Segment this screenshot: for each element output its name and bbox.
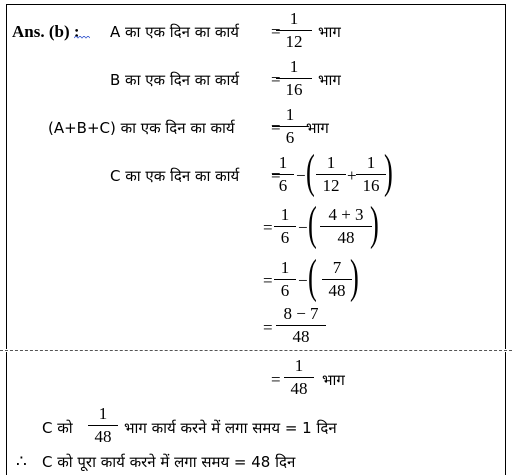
result-fraction: 1 48: [284, 357, 314, 398]
line4-fraction-a: 1 6: [272, 154, 294, 195]
fraction-denominator: 16: [285, 80, 303, 99]
step3-paren-open: (: [308, 250, 317, 303]
fraction-numerator: 1: [285, 105, 295, 124]
line2-fraction: [276, 58, 312, 99]
fraction-numerator: 1: [289, 9, 299, 28]
step4-eq: =: [263, 318, 273, 337]
step2-paren-open: (: [308, 197, 317, 250]
fraction-bar: [276, 30, 312, 31]
step3-paren-close: ): [350, 250, 359, 303]
c-line-fraction: 1 48: [88, 405, 118, 446]
step2-fraction-b: 4 + 3 48: [320, 206, 372, 247]
step3-fraction-b: 7 48: [322, 259, 352, 300]
line3-fraction: [272, 106, 308, 147]
line4-fraction-c: 1 16: [356, 154, 386, 195]
line3-text: (A+B+C) का एक दिन का कार्य: [48, 119, 235, 137]
step2-fraction-a: 1 6: [274, 206, 296, 247]
line2-text: B का एक दिन का कार्य: [110, 71, 240, 89]
line4-paren-close: ): [384, 145, 393, 198]
line1-eq: =: [271, 22, 281, 41]
line4-paren-open: (: [306, 145, 315, 198]
fraction-numerator: 1: [289, 57, 299, 76]
line3-eq: =: [271, 118, 281, 137]
line1-unit: भाग: [318, 23, 341, 41]
line4-text: C का एक दिन का कार्य: [110, 167, 240, 185]
line2-eq: =: [271, 70, 281, 89]
fraction-bar: [272, 126, 308, 127]
line2-unit: भाग: [318, 71, 341, 89]
final-line: C को पूरा कार्य करने में लगा समय = 48 दिन: [42, 453, 296, 471]
line3-unit: भाग: [306, 119, 329, 137]
answer-label: Ans. (b) :: [12, 22, 80, 41]
step2-minus: −: [298, 218, 308, 237]
line4-fraction-b: 1 12: [316, 154, 346, 195]
line4-minus: −: [296, 166, 306, 185]
spellcheck-underline-icon: [74, 36, 90, 39]
result-unit: भाग: [322, 371, 345, 389]
step2-paren-close: ): [370, 197, 379, 250]
step4-fraction: 8 − 7 48: [276, 305, 326, 346]
c-line-suffix: भाग कार्य करने में लगा समय = 1 दिन: [124, 419, 337, 437]
line4-eq: =: [271, 166, 281, 185]
page-break-line: [0, 350, 512, 351]
result-eq: =: [271, 370, 281, 389]
line1-fraction: [276, 10, 312, 51]
step2-eq: =: [263, 218, 273, 237]
fraction-denominator: 12: [285, 32, 303, 51]
fraction-bar: [276, 78, 312, 79]
therefore-symbol: ∴: [16, 452, 27, 471]
line4-plus: +: [347, 166, 357, 185]
fraction-denominator: 6: [285, 128, 295, 147]
step3-minus: −: [298, 271, 308, 290]
line1-text: A का एक दिन का कार्य: [110, 23, 240, 41]
step3-eq: =: [263, 271, 273, 290]
c-line-prefix: C को: [42, 419, 73, 437]
solution-box-top: [6, 4, 506, 349]
step3-fraction-a: 1 6: [274, 259, 296, 300]
